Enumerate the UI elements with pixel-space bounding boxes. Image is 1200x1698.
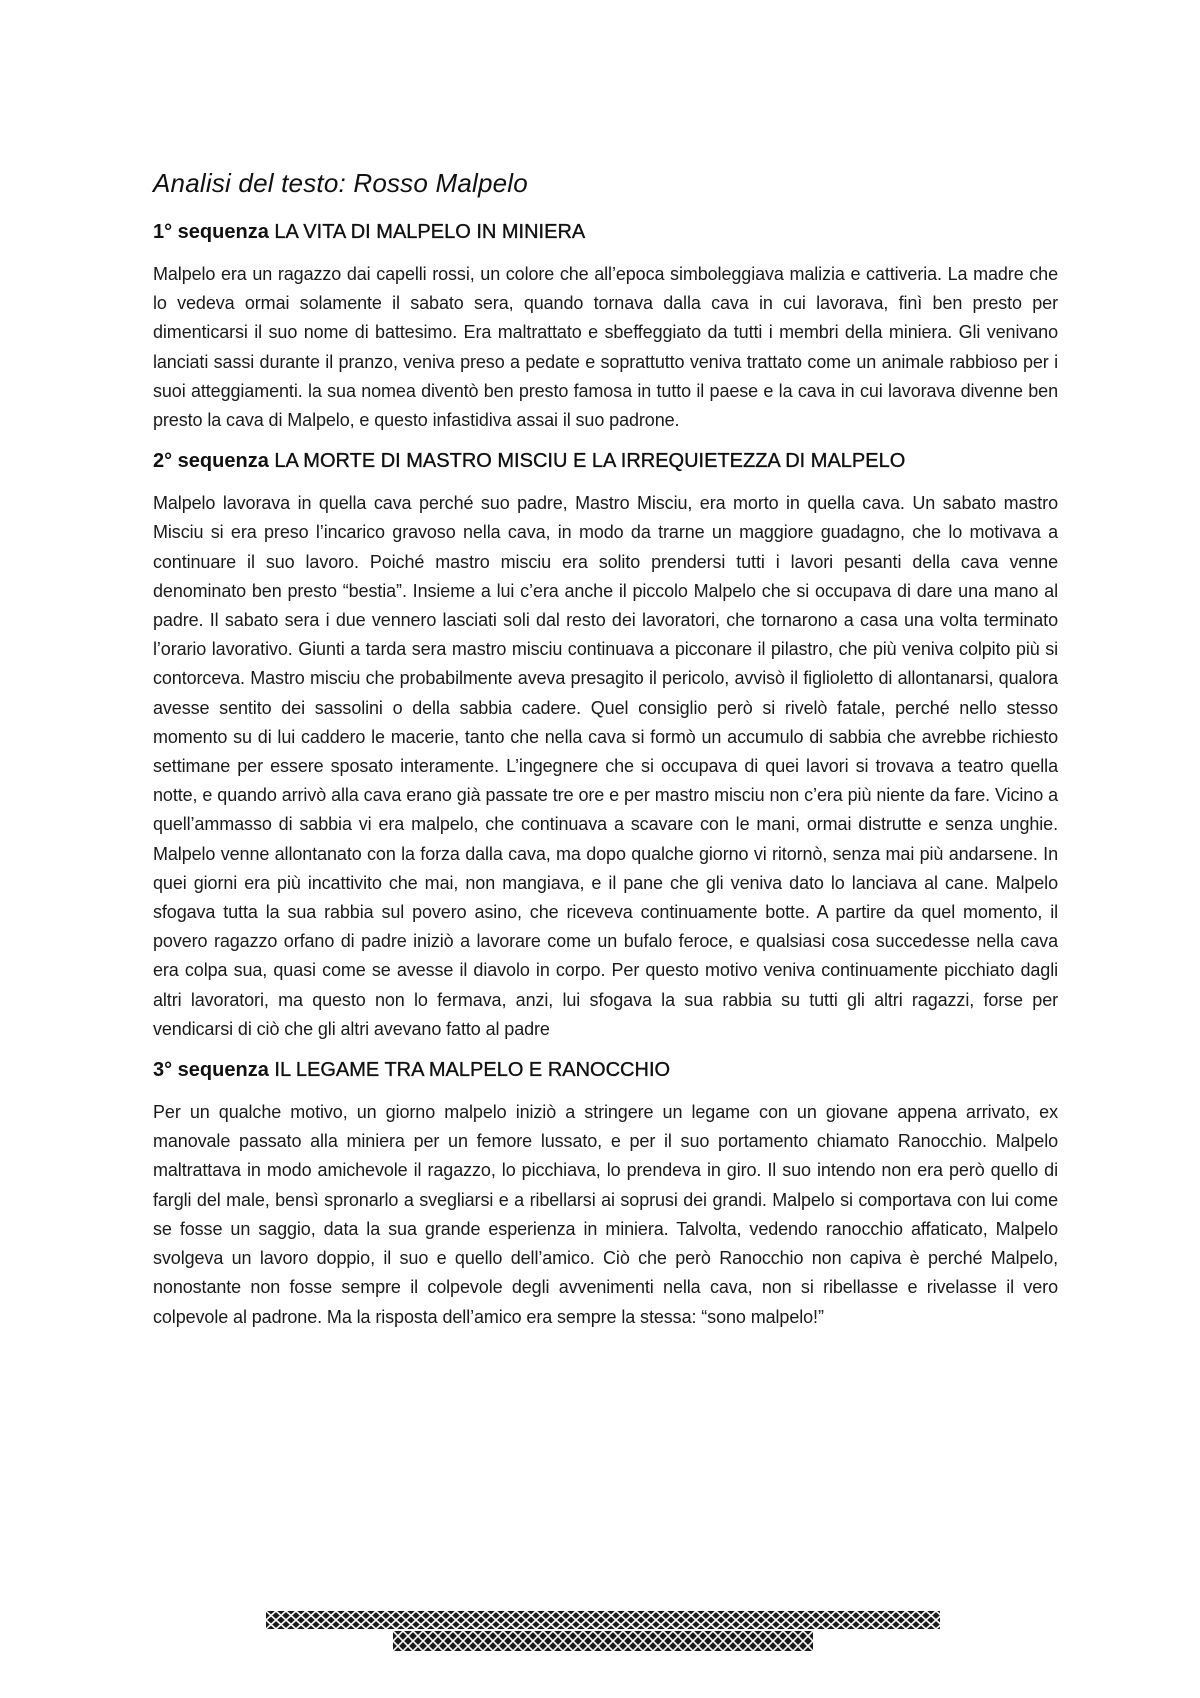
redacted-footer-bar <box>266 1611 940 1629</box>
section-heading <box>153 1056 1058 1084</box>
section-title: IL LEGAME TRA MALPELO E RANOCCHIO <box>274 1059 671 1082</box>
section-heading <box>153 218 1058 246</box>
redacted-footer-bar <box>393 1631 813 1651</box>
section-2 <box>153 447 1058 1044</box>
section-number: 3° sequenza <box>153 1059 269 1082</box>
document-body <box>153 166 1058 1344</box>
section-3 <box>153 1056 1058 1332</box>
section-number: 2° sequenza <box>153 450 269 473</box>
document-title: Analisi del testo: Rosso Malpelo <box>153 168 528 198</box>
section-paragraph: Malpelo lavorava in quella cava perché suo padre, Mastro Misciu, era morto in quella cava. Un sabato mastro Misciu si era preso l’incarico gravoso nella cava, in modo da trarne un maggiore guadagno, che lo motivava a continuare il suo lavoro. Poiché mastro misciu era solito prendersi tutti i lavori pesanti della cava venne denominato ben presto “bestia”. Insieme a lui c’era anche il piccolo Malpelo che si occupava di dare una mano al padre. Il sabato sera i due vennero lasciati soli dal resto dei lavoratori, che tornarono a casa una volta terminato l’orario lavorativo. Giunti a tarda sera mastro misciu continuava a picconare il pilastro, che più veniva colpito più si contorceva. Mastro misciu che probabilmente aveva presagito il pericolo, avvisò il figlioletto di allontanarsi, qualora avesse sentito dei sassolini o della sabbia cadere. Quel consiglio però si rivelò fatale, perché nello stesso momento su di lui caddero le macerie, tanto che nella cava si formò un accumulo di sabbia che avrebbe richiesto settimane per essere sposato interamente. L’ingegnere che si occupava di quei lavori si trovava a teatro quella notte, e quando arrivò alla cava erano già passate tre ore e per mastro misciu non c’era più niente da fare. Vicino a quell’ammasso di sabbia vi era malpelo, che continuava a scavare con le mani, ormai distrutte e senza unghie. Malpelo venne allontanato con la forza dalla cava, ma dopo qualche giorno vi ritornò, senza mai più andarsene. In quei giorni era più incattivito che mai, non mangiava, e il pane che gli veniva dato lo lanciava al cane. Malpelo sfogava tutta la sua rabbia sul povero asino, che riceveva continuamente botte. A partire da quel momento, il povero ragazzo orfano di padre iniziò a lavorare come un bufalo feroce, e qualsiasi cosa succedesse nella cava era colpa sua, quasi come se avesse il diavolo in corpo. Per questo motivo veniva continuamente picchiato dagli altri lavoratori, ma questo non lo fermava, anzi, lui sfogava la sua rabbia su tutti gli altri ragazzi, forse per vendicarsi di ciò che gli altri avevano fatto al padre <box>153 493 1058 1039</box>
section-title: LA MORTE DI MASTRO MISCIU E LA IRREQUIETEZZA DI MALPELO <box>274 450 906 473</box>
section-1 <box>153 218 1058 435</box>
section-paragraph: Malpelo era un ragazzo dai capelli rossi, un colore che all’epoca simboleggiava malizia e cattiveria. La madre che lo vedeva ormai solamente il sabato sera, quando tornava dalla cava in cui lavorava, finì ben presto per dimenticarsi il suo nome di battesimo. Era maltrattato e sbeffeggiato da tutti i membri della miniera. Gli venivano lanciati sassi durante il pranzo, veniva preso a pedate e soprattutto veniva trattato come un animale rabbioso per i suoi atteggiamenti. la sua nomea diventò ben presto famosa in tutto il paese e la cava in cui lavorava divenne ben presto la cava di Malpelo, e questo infastidiva assai il suo padrone. <box>153 264 1058 431</box>
section-title: LA VITA DI MALPELO IN MINIERA <box>274 221 586 243</box>
section-heading <box>153 447 1058 475</box>
section-paragraph: Per un qualche motivo, un giorno malpelo iniziò a stringere un legame con un giovane appena arrivato, ex manovale passato alla miniera per un femore lussato, e per il suo portamento chiamato Ranocchio. Malpelo maltrattava in modo amichevole il ragazzo, lo picchiava, lo prendeva in giro. Il suo intendo non era però quello di fargli del male, bensì spronarlo a svegliarsi e a ribellarsi ai soprusi dei grandi. Malpelo si comportava con lui come se fosse un saggio, data la sua grande esperienza in miniera. Talvolta, vedendo ranocchio affaticato, Malpelo svolgeva un lavoro doppio, il suo e quello dell’amico. Ciò che però Ranocchio non capiva è perché Malpelo, nonostante non fosse sempre il colpevole degli avvenimenti nella cava, non si ribellasse e rivelasse il vero colpevole al padrone. Ma la risposta dell’amico era sempre la stessa: “sono malpelo!” <box>153 1102 1058 1327</box>
section-number: 1° sequenza <box>153 221 269 243</box>
